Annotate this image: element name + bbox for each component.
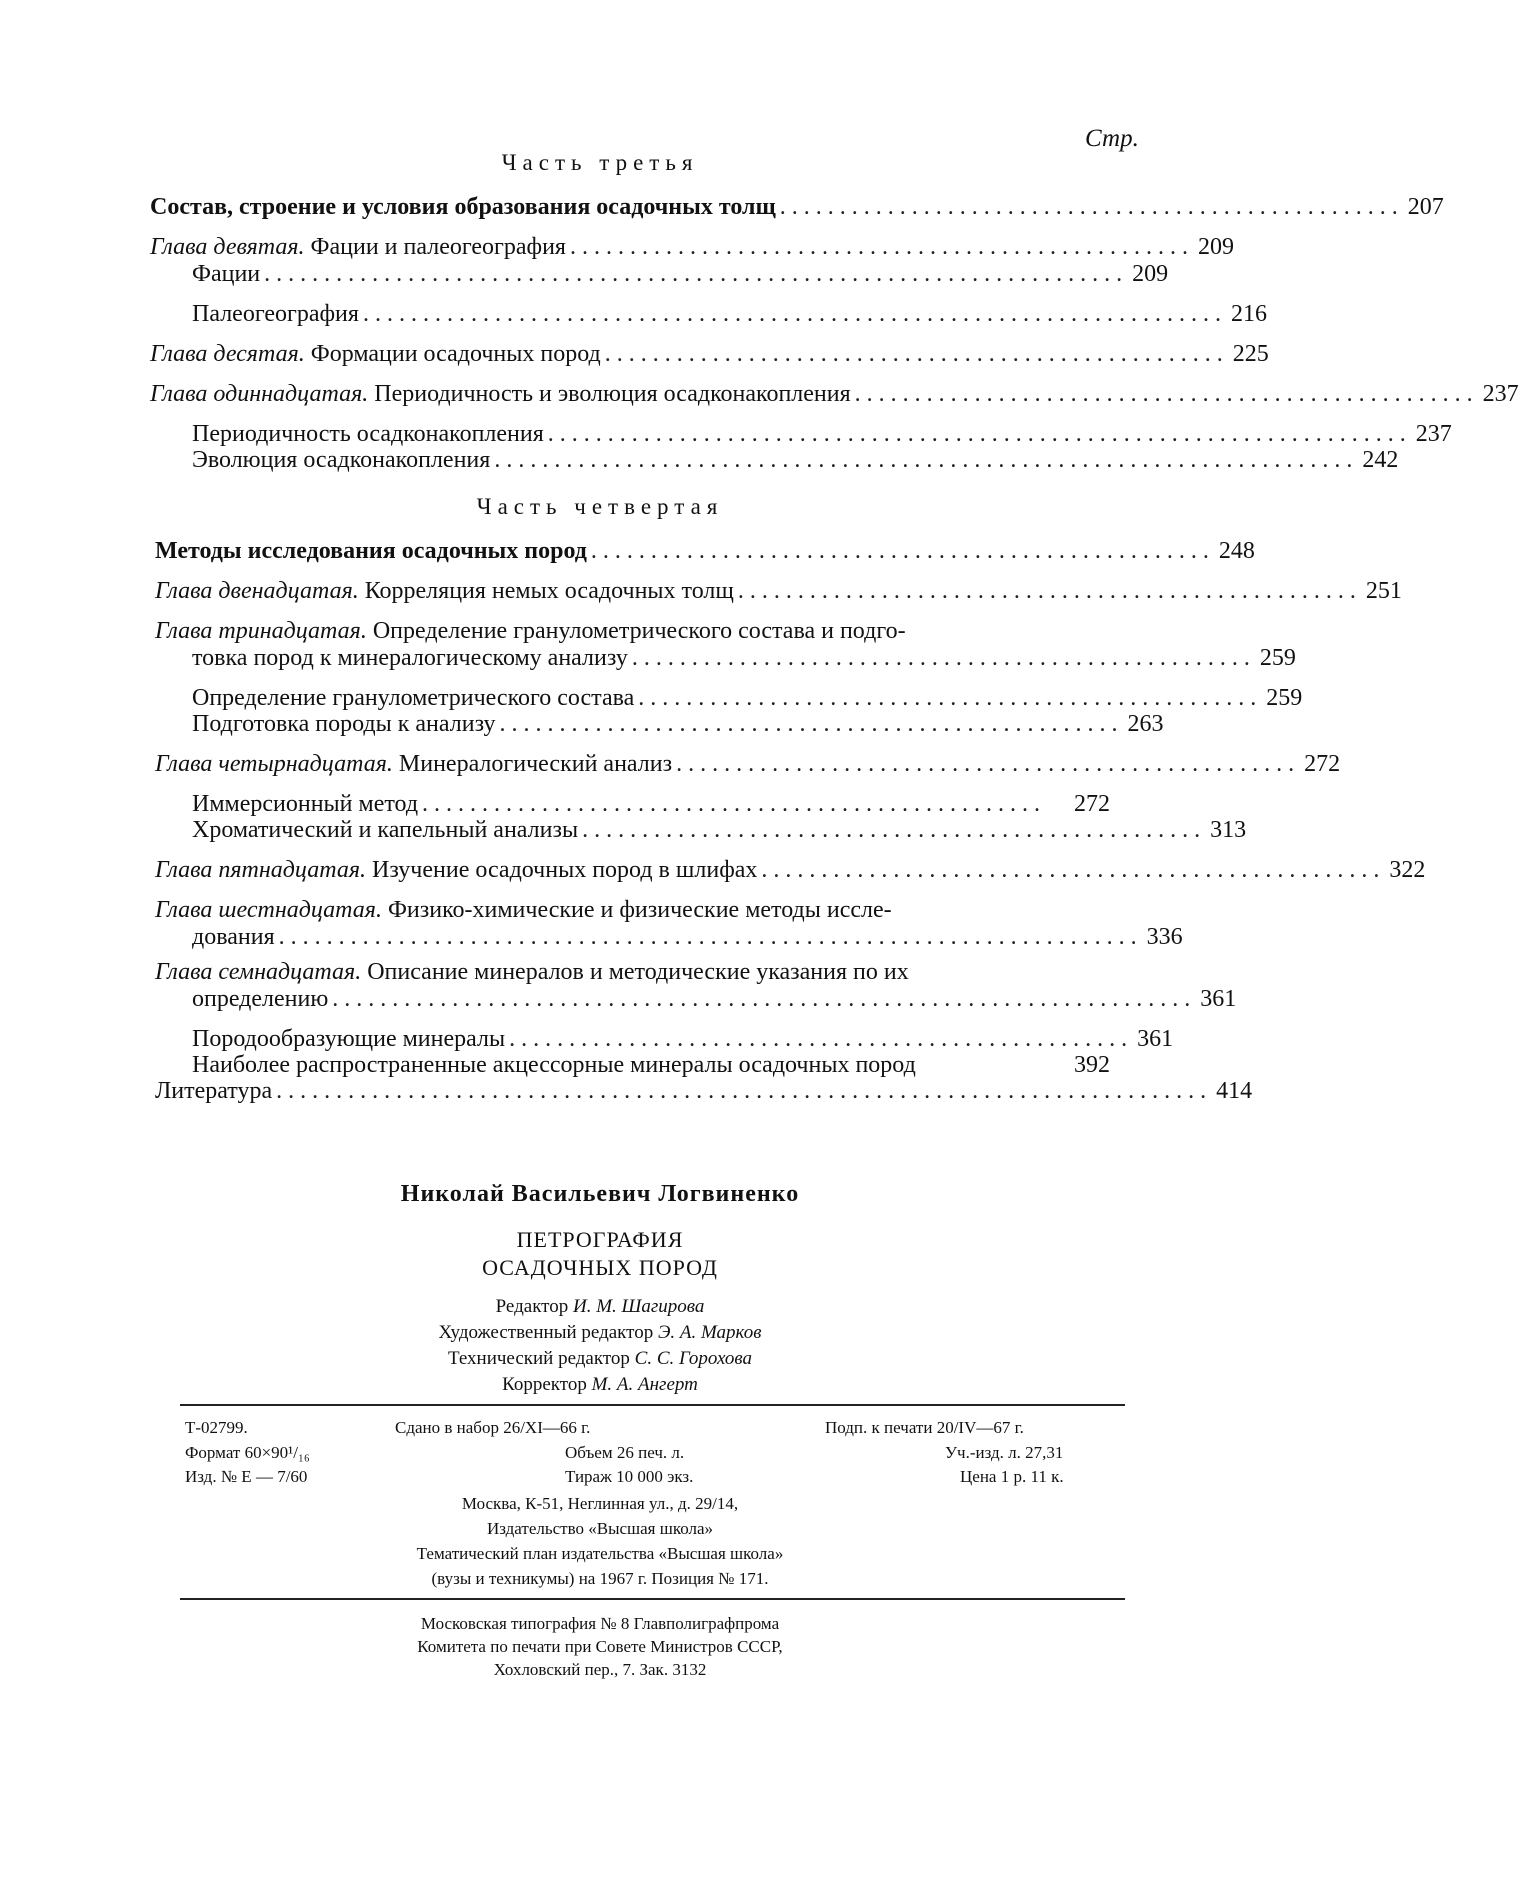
leader-dots: .................................................... bbox=[499, 711, 1124, 737]
chapter-title: Описание минералов и методические указания по их bbox=[361, 959, 909, 985]
toc-page-number: 251 bbox=[1365, 578, 1402, 604]
chapter-title: Изучение осадочных пород в шлифах bbox=[366, 857, 758, 883]
imprint-plan-line1: Тематический план издательства «Высшая школа» bbox=[416, 1544, 784, 1563]
toc-entry-title: определению bbox=[192, 986, 329, 1012]
credit-editor bbox=[0, 1296, 1200, 1318]
toc-entry-title: Фации bbox=[192, 261, 261, 287]
credit-person: И. М. Шагирова bbox=[572, 1296, 705, 1317]
toc-subentry bbox=[192, 790, 1110, 818]
toc-page-number: 207 bbox=[1407, 194, 1444, 220]
chapter-prefix: Глава двенадцатая. bbox=[155, 578, 359, 604]
toc-entry-title: дования bbox=[192, 924, 275, 950]
toc-entry-chapter-11 bbox=[150, 380, 1519, 408]
credit-person: С. С. Горохова bbox=[634, 1348, 753, 1369]
toc-entry-title bbox=[150, 233, 566, 261]
toc-entry-title bbox=[155, 577, 734, 605]
leader-dots: ........................................................................ bbox=[264, 261, 1129, 287]
credit-role: Технический редактор bbox=[447, 1348, 635, 1369]
leader-dots: .................................................... bbox=[854, 381, 1479, 407]
leader-dots: .................................................... bbox=[737, 578, 1362, 604]
toc-subentry bbox=[192, 446, 1399, 474]
toc-page-number: 216 bbox=[1230, 301, 1267, 327]
leader-dots: .................................................... bbox=[779, 194, 1404, 220]
credit-role: Художественный редактор bbox=[438, 1322, 658, 1343]
chapter-title: Формации осадочных пород bbox=[304, 341, 601, 367]
toc-entry-title: Наиболее распространенные акцессорные минералы осадочных пород bbox=[192, 1052, 916, 1078]
credit-person: М. А. Ангерт bbox=[591, 1374, 698, 1395]
toc-entry-title bbox=[155, 750, 672, 778]
chapter-prefix: Глава десятая. bbox=[150, 341, 305, 367]
part-three-heading: Часть третья bbox=[501, 150, 699, 175]
toc-entry-title: Породообразующие минералы bbox=[192, 1026, 506, 1052]
part-four-heading: Часть четвертая bbox=[476, 494, 724, 519]
toc-entry-chapter-13-line2 bbox=[192, 644, 1296, 672]
printer-line2: Комитета по печати при Совете Министров СССР, bbox=[417, 1637, 783, 1656]
imprint-typeset-date: Сдано в набор 26/XI—66 г. bbox=[395, 1418, 591, 1437]
leader-dots: .................................................... bbox=[590, 538, 1215, 564]
imprint-volume: Объем 26 печ. л. bbox=[565, 1443, 685, 1462]
toc-subentry bbox=[192, 684, 1303, 712]
toc-entry-chapter-16-line1 bbox=[155, 896, 892, 924]
imprint-address: Москва, К-51, Неглинная ул., д. 29/14, bbox=[461, 1494, 739, 1513]
toc-page-number: 414 bbox=[1216, 1078, 1253, 1104]
toc-subentry bbox=[192, 420, 1452, 448]
author-name: Николай Васильевич Логвиненко bbox=[400, 1181, 800, 1207]
imprint-publisher: Издательство «Высшая школа» bbox=[486, 1519, 714, 1538]
leader-dots: .................................................... bbox=[638, 685, 1263, 711]
credit-corrector bbox=[0, 1374, 1200, 1396]
toc-page-number: 237 bbox=[1482, 381, 1519, 407]
leader-dots: .................................................... bbox=[582, 817, 1207, 843]
chapter-prefix: Глава тринадцатая. bbox=[155, 618, 367, 644]
toc-entry-chapter-17-line2 bbox=[192, 985, 1237, 1013]
divider-rule bbox=[180, 1598, 1125, 1600]
leader-dots: .................................................... bbox=[509, 1026, 1134, 1052]
toc-subentry bbox=[192, 1025, 1174, 1053]
imprint-order-code: Т-02799. bbox=[185, 1418, 248, 1437]
toc-subentry bbox=[192, 260, 1169, 288]
leader-dots: ........................................................................ bbox=[278, 924, 1143, 950]
chapter-prefix: Глава одиннадцатая. bbox=[150, 381, 369, 407]
toc-page-number: 242 bbox=[1362, 447, 1399, 473]
toc-page-number: 237 bbox=[1415, 421, 1452, 447]
toc-entry-chapter-16-line2 bbox=[192, 923, 1183, 951]
toc-entry-chapter-14 bbox=[155, 750, 1341, 778]
toc-subentry bbox=[192, 1051, 1110, 1079]
toc-entry-title: Литература bbox=[155, 1078, 273, 1104]
imprint-edition-number: Изд. № Е — 7/60 bbox=[185, 1467, 308, 1486]
toc-entry-title: Периодичность осадконакопления bbox=[192, 421, 544, 447]
leader-dots: ........................................................................ bbox=[362, 301, 1227, 327]
toc-page-number: 272 bbox=[1074, 791, 1110, 817]
credit-person: Э. А. Марков bbox=[657, 1322, 762, 1343]
toc-entry-chapter-12 bbox=[155, 577, 1402, 605]
imprint-pub-sheets: Уч.-изд. л. 27,31 bbox=[945, 1443, 1064, 1462]
toc-page-number: 209 bbox=[1197, 234, 1234, 260]
imprint-plan-line2: (вузы и техникумы) на 1967 г. Позиция № 171. bbox=[431, 1569, 769, 1588]
leader-dots: ........................................................................ bbox=[332, 986, 1197, 1012]
toc-page-number: 361 bbox=[1137, 1026, 1174, 1052]
chapter-prefix: Глава шестнадцатая. bbox=[155, 897, 382, 923]
toc-entry-title: Эволюция осадконакопления bbox=[192, 447, 491, 473]
toc-page-number: 225 bbox=[1232, 341, 1269, 367]
chapter-title: Периодичность и эволюция осадконакопления bbox=[368, 381, 851, 407]
toc-entry-chapter-15 bbox=[155, 856, 1426, 884]
chapter-title: Корреляция немых осадочных толщ bbox=[358, 578, 734, 604]
toc-entry-title bbox=[155, 856, 757, 884]
credit-tech-editor bbox=[0, 1348, 1200, 1370]
imprint-price: Цена 1 р. 11 к. bbox=[960, 1467, 1064, 1486]
toc-entry-chapter-9 bbox=[150, 233, 1234, 261]
toc-page-number: 361 bbox=[1200, 986, 1237, 1012]
toc-entry-title bbox=[150, 380, 851, 408]
toc-page-number: 259 bbox=[1266, 685, 1303, 711]
book-title-line2: ОСАДОЧНЫХ ПОРОД bbox=[482, 1255, 718, 1280]
toc-entry-title: Определение гранулометрического состава bbox=[192, 685, 635, 711]
toc-entry-chapter-13-line1 bbox=[155, 617, 906, 645]
toc-entry-chapter-17-line1 bbox=[155, 958, 909, 986]
toc-entry-title: Палеогеография bbox=[192, 301, 359, 327]
toc-entry-chapter-10 bbox=[150, 340, 1269, 368]
printer-line1: Московская типография № 8 Главполиграфпрома bbox=[420, 1614, 780, 1633]
chapter-prefix: Глава семнадцатая. bbox=[155, 959, 362, 985]
chapter-prefix: Глава четырнадцатая. bbox=[155, 751, 393, 777]
chapter-title: Фации и палеогеография bbox=[304, 234, 566, 260]
toc-page-number: 272 bbox=[1304, 751, 1341, 777]
toc-page-number: 322 bbox=[1389, 857, 1426, 883]
toc-subentry bbox=[192, 710, 1164, 738]
leader-dots: ........................................................................ bbox=[494, 447, 1359, 473]
toc-entry-title: товка пород к минералогическому анализу bbox=[192, 645, 628, 671]
chapter-title: Минералогический анализ bbox=[392, 751, 673, 777]
leader-dots: .................................................... bbox=[422, 791, 1047, 817]
toc-subentry bbox=[192, 300, 1267, 328]
leader-dots: .............................................................................. bbox=[276, 1078, 1213, 1104]
toc-page-number: 248 bbox=[1218, 538, 1255, 564]
toc-page-number: 209 bbox=[1132, 261, 1169, 287]
toc-entry-section-3 bbox=[150, 193, 1444, 221]
toc-page-number: 259 bbox=[1259, 645, 1296, 671]
leader-dots: .................................................... bbox=[604, 341, 1229, 367]
imprint-format: Формат 60×90¹/₁₆ bbox=[185, 1443, 310, 1462]
toc-entry-title: Методы исследования осадочных пород bbox=[155, 538, 587, 564]
toc-entry-title: Иммерсионный метод bbox=[192, 791, 419, 817]
toc-entry-title: Хроматический и капельный анализы bbox=[192, 817, 579, 843]
toc-entry-literature bbox=[155, 1077, 1253, 1105]
toc-page-number: 336 bbox=[1146, 924, 1183, 950]
leader-dots: .................................................... bbox=[676, 751, 1301, 777]
credit-art-editor bbox=[0, 1322, 1200, 1344]
leader-dots: .................................................... bbox=[569, 234, 1194, 260]
toc-entry-title bbox=[150, 340, 601, 368]
imprint-print-run: Тираж 10 000 экз. bbox=[565, 1467, 694, 1486]
leader-dots: .................................................... bbox=[631, 645, 1256, 671]
chapter-title: Определение гранулометрического состава и подго- bbox=[366, 618, 906, 644]
toc-entry-title: Подготовка породы к анализу bbox=[192, 711, 496, 737]
leader-dots: ........................................................................ bbox=[547, 421, 1412, 447]
toc-subentry bbox=[192, 816, 1247, 844]
printer-line3: Хохловский пер., 7. Зак. 3132 bbox=[493, 1660, 707, 1679]
leader-dots: .................................................... bbox=[761, 857, 1386, 883]
toc-page-number: 313 bbox=[1210, 817, 1247, 843]
page-column-label: Стр. bbox=[1085, 125, 1139, 152]
chapter-prefix: Глава пятнадцатая. bbox=[155, 857, 366, 883]
book-title-line1: ПЕТРОГРАФИЯ bbox=[516, 1227, 684, 1252]
chapter-title: Физико-химические и физические методы иссле- bbox=[381, 897, 892, 923]
toc-entry-section-4 bbox=[155, 537, 1255, 565]
chapter-prefix: Глава девятая. bbox=[150, 234, 305, 260]
toc-page-number: 392 bbox=[1074, 1052, 1110, 1078]
toc-entry-title: Состав, строение и условия образования осадочных толщ bbox=[150, 194, 776, 220]
credit-role: Редактор bbox=[495, 1296, 573, 1317]
divider-rule bbox=[180, 1404, 1125, 1406]
credit-role: Корректор bbox=[502, 1374, 592, 1395]
toc-page-number: 263 bbox=[1127, 711, 1164, 737]
imprint-print-date: Подп. к печати 20/IV—67 г. bbox=[825, 1418, 1024, 1437]
